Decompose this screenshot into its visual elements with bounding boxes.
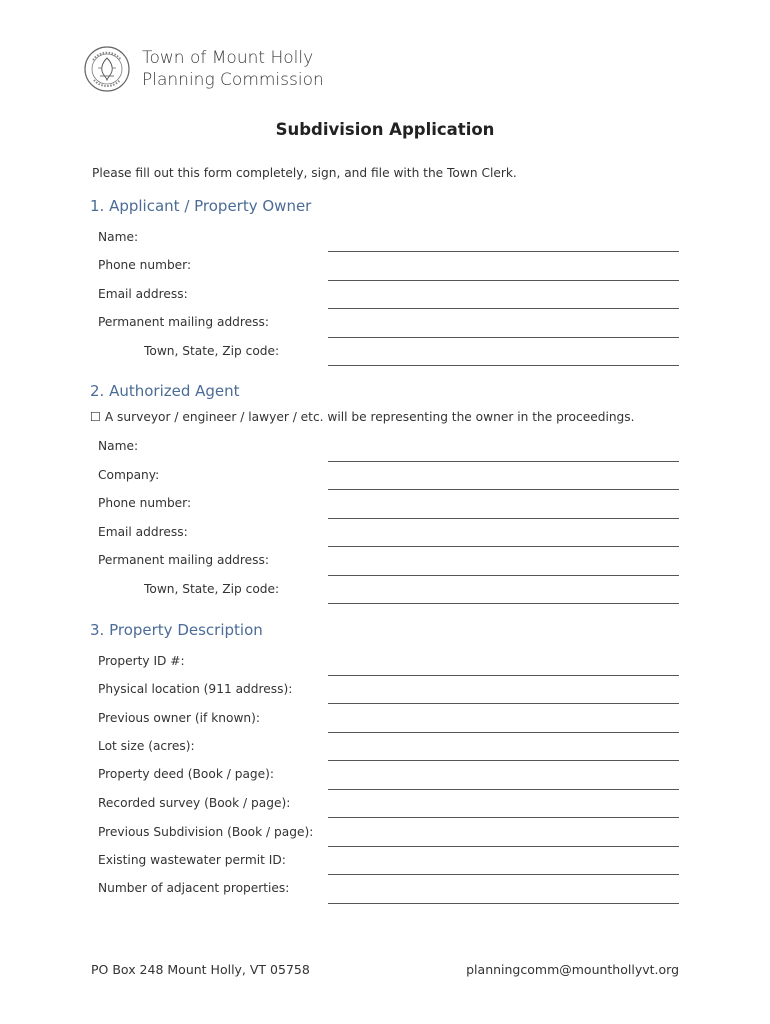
agent-address-label: Permanent mailing address: [98, 553, 269, 567]
agent-town-label: Town, State, Zip code: [144, 582, 280, 596]
footer-email[interactable]: planningcomm@mounthollyvt.org [466, 962, 679, 977]
applicant-name-label: Name: [98, 230, 139, 244]
agent-town-line[interactable] [328, 603, 679, 604]
property-location-label: Physical location (911 address): [98, 682, 293, 696]
intro-text: Please fill out this form completely, sign, and file with the Town Clerk. [92, 166, 517, 180]
property-lot-size-label: Lot size (acres): [98, 739, 195, 753]
applicant-address-label: Permanent mailing address: [98, 315, 269, 329]
property-location-line[interactable] [328, 703, 679, 704]
property-previous-owner-label: Previous owner (if known): [98, 711, 261, 725]
property-adjacent-line[interactable] [328, 903, 679, 904]
applicant-phone-line[interactable] [328, 280, 679, 281]
agent-company-line[interactable] [328, 489, 679, 490]
property-id-label: Property ID #: [98, 654, 185, 668]
agent-checkbox-row [90, 410, 635, 424]
section-heading-property: 3. Property Description [90, 621, 263, 639]
property-previous-subdivision-label: Previous Subdivision (Book / page): [98, 825, 314, 839]
organization-name [142, 47, 324, 91]
applicant-address-line[interactable] [328, 337, 679, 338]
document-title: Subdivision Application [275, 120, 495, 139]
property-survey-label: Recorded survey (Book / page): [98, 796, 291, 810]
property-wastewater-line[interactable] [328, 874, 679, 875]
applicant-email-line[interactable] [328, 308, 679, 309]
property-survey-line[interactable] [328, 817, 679, 818]
agent-email-label: Email address: [98, 525, 188, 539]
town-seal-icon [84, 46, 130, 92]
property-previous-owner-line[interactable] [328, 732, 679, 733]
property-deed-line[interactable] [328, 789, 679, 790]
agent-checkbox[interactable]: ☐ [90, 410, 101, 424]
applicant-email-label: Email address: [98, 287, 188, 301]
agent-address-line[interactable] [328, 575, 679, 576]
property-deed-label: Property deed (Book / page): [98, 767, 275, 781]
section-heading-agent: 2. Authorized Agent [90, 382, 240, 400]
org-line-commission: Planning Commission [142, 70, 324, 90]
footer-address: PO Box 248 Mount Holly, VT 05758 [91, 962, 310, 977]
agent-company-label: Company: [98, 468, 160, 482]
agent-name-label: Name: [98, 439, 139, 453]
agent-name-line[interactable] [328, 461, 679, 462]
agent-email-line[interactable] [328, 546, 679, 547]
applicant-town-line[interactable] [328, 365, 679, 366]
property-wastewater-label: Existing wastewater permit ID: [98, 853, 286, 867]
property-adjacent-label: Number of adjacent properties: [98, 881, 290, 895]
property-id-line[interactable] [328, 675, 679, 676]
agent-phone-label: Phone number: [98, 496, 192, 510]
agent-phone-line[interactable] [328, 518, 679, 519]
section-heading-applicant: 1. Applicant / Property Owner [90, 197, 312, 215]
property-previous-subdivision-line[interactable] [328, 846, 679, 847]
letterhead [84, 46, 324, 92]
applicant-town-label: Town, State, Zip code: [144, 344, 280, 358]
applicant-name-line[interactable] [328, 251, 679, 252]
org-line-town: Town of Mount Holly [142, 48, 314, 68]
property-lot-size-line[interactable] [328, 760, 679, 761]
applicant-phone-label: Phone number: [98, 258, 192, 272]
agent-checkbox-label: A surveyor / engineer / lawyer / etc. will be representing the owner in the proceedings. [104, 410, 635, 424]
